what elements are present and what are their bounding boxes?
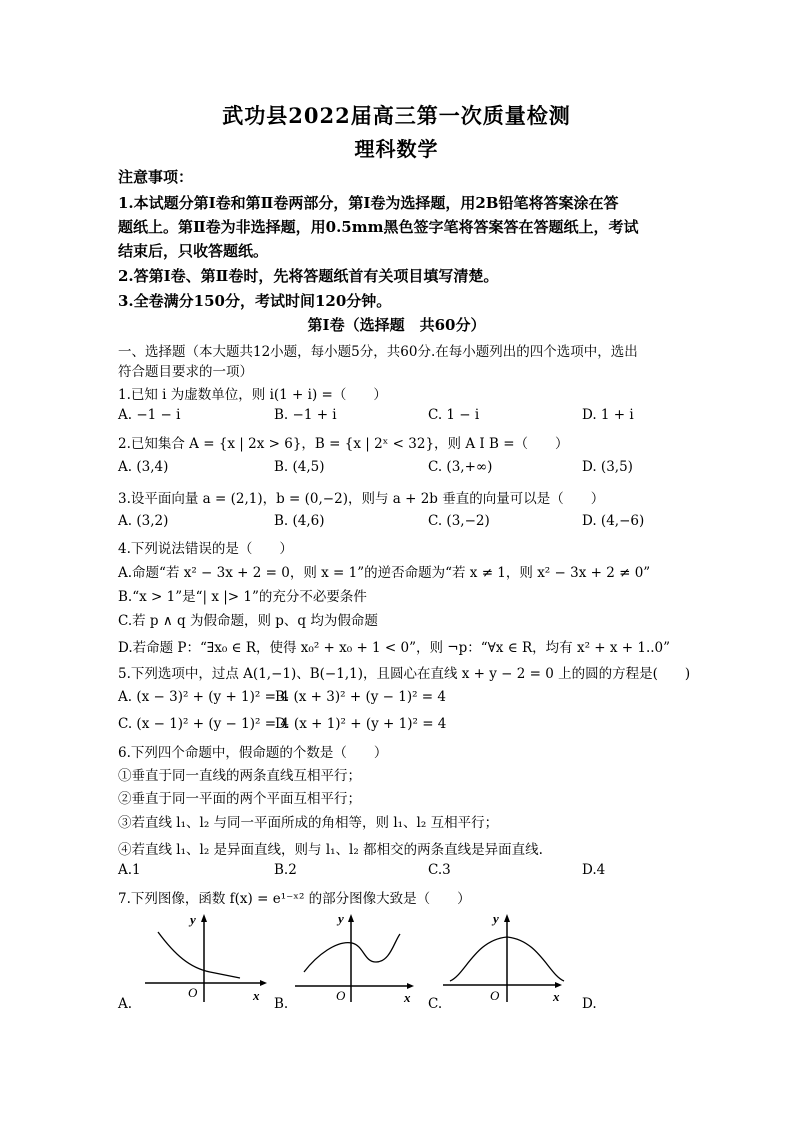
q7-option-b: B. xyxy=(274,996,289,1012)
x-axis-label: x xyxy=(553,989,560,1004)
q7-graph-b xyxy=(292,910,432,1005)
q3-option-c: C. (3,−2) xyxy=(428,513,490,529)
q1-option-d: D. 1 + i xyxy=(582,407,634,423)
note-line: 题纸上。第Ⅱ卷为非选择题，用0.5mm黑色签字笔将答案答在答题纸上，考试 xyxy=(118,218,639,236)
q4-option-d: D.若命题 P：“∃x₀ ∈ R，使得 x₀² + x₀ + 1 < 0”，则 ¬p：“∀x ∈ R，均有 x² + x + 1..0” xyxy=(118,640,671,656)
q4-option-b: B.“x > 1”是“| x |> 1”的充分不必要条件 xyxy=(118,589,367,605)
x-axis-label: x xyxy=(404,990,411,1005)
y-axis-label: y xyxy=(190,912,196,927)
q7-option-d: D. xyxy=(582,996,597,1012)
x-axis-label: x xyxy=(253,988,260,1003)
q1-option-b: B. −1 + i xyxy=(274,407,337,423)
notes-heading: 注意事项： xyxy=(118,168,194,186)
q2-option-b: B. (4,5) xyxy=(274,459,325,475)
q2-option-d: D. (3,5) xyxy=(582,459,633,475)
q3-option-b: B. (4,6) xyxy=(274,513,325,529)
q5-option-b: B. (x + 3)² + (y − 1)² = 4 xyxy=(275,689,446,705)
q5-option-a: A. (x − 3)² + (y + 1)² = 4 xyxy=(118,689,289,705)
q6-statement: ④若直线 l₁、l₂ 是异面直线，则与 l₁、l₂ 都相交的两条直线是异面直线. xyxy=(118,842,543,858)
q1-option-c: C. 1 − i xyxy=(428,407,480,423)
q6-statement: ①垂直于同一直线的两条直线互相平行； xyxy=(118,768,361,784)
note-line: 3.全卷满分150分，考试时间120分钟。 xyxy=(118,292,392,310)
q4-option-a: A.命题“若 x² − 3x + 2 = 0，则 x = 1”的逆否命题为“若 x ≠ 1，则 x² − 3x + 2 ≠ 0” xyxy=(118,565,651,581)
question-6: 6.下列四个命题中，假命题的个数是（ ） xyxy=(118,745,388,761)
q3-option-a: A. (3,2) xyxy=(118,513,169,529)
section-heading: 第Ⅰ卷（选择题 共60分） xyxy=(307,316,486,334)
origin-label: O xyxy=(188,985,198,1000)
exam-title: 武功县2022届高三第一次质量检测 xyxy=(222,103,571,128)
section-intro: 符合题目要求的一项） xyxy=(118,364,253,380)
q6-option-d: D.4 xyxy=(582,862,606,878)
origin-label: O xyxy=(336,988,346,1003)
q6-statement: ③若直线 l₁、l₂ 与同一平面所成的角相等，则 l₁、l₂ 互相平行； xyxy=(118,815,499,831)
q7-option-c: C. xyxy=(428,996,443,1012)
q1-option-a: A. −1 − i xyxy=(118,407,181,423)
question-2: 2.已知集合 A = {x | 2x > 6}，B = {x | 2ˣ < 32}，则 A I B =（ ） xyxy=(118,436,569,452)
y-axis-label: y xyxy=(338,911,344,926)
y-axis-label: y xyxy=(493,911,499,926)
question-5: 5.下列选项中，过点 A(1,−1)、B(−1,1)，且圆心在直线 x + y − 2 = 0 上的圆的方程是( ) xyxy=(118,666,691,682)
q6-option-a: A.1 xyxy=(118,862,141,878)
q5-option-d: D. (x + 1)² + (y + 1)² = 4 xyxy=(275,716,447,732)
q4-option-c: C.若 p ∧ q 为假命题，则 p、q 均为假命题 xyxy=(118,613,378,629)
note-line: 结束后，只收答题纸。 xyxy=(118,242,269,260)
question-4: 4.下列说法错误的是（ ） xyxy=(118,541,293,557)
origin-label: O xyxy=(490,988,500,1003)
question-1: 1.已知 i 为虚数单位，则 i(1 + i) =（ ） xyxy=(118,387,387,403)
exam-subtitle: 理科数学 xyxy=(354,137,439,161)
q3-option-d: D. (4,−6) xyxy=(582,513,645,529)
q7-option-a: A. xyxy=(118,996,133,1012)
question-7: 7.下列图像，函数 f(x) = e¹⁻ˣ² 的部分图像大致是（ ） xyxy=(118,891,471,907)
q5-option-c: C. (x − 1)² + (y − 1)² = 4 xyxy=(118,716,289,732)
q6-option-c: C.3 xyxy=(428,862,451,878)
q7-graph-a xyxy=(140,910,280,1005)
note-line: 2.答第Ⅰ卷、第Ⅱ卷时，先将答题纸首有关项目填写清楚。 xyxy=(118,267,499,285)
note-line: 1.本试题分第Ⅰ卷和第Ⅱ卷两部分，第Ⅰ卷为选择题，用2B铅笔将答案涂在答 xyxy=(118,194,619,212)
q7-graph-c xyxy=(440,910,580,1005)
q6-statement: ②垂直于同一平面的两个平面互相平行； xyxy=(118,791,361,807)
q6-option-b: B.2 xyxy=(274,862,297,878)
q2-option-c: C. (3,+∞) xyxy=(428,459,493,475)
q2-option-a: A. (3,4) xyxy=(118,459,169,475)
question-3: 3.设平面向量 a = (2,1)，b = (0,−2)，则与 a + 2b 垂直的向量可以是（ ） xyxy=(118,491,605,507)
section-intro: 一、选择题（本大题共12小题，每小题5分，共60分.在每小题列出的四个选项中，选出 xyxy=(118,344,638,360)
